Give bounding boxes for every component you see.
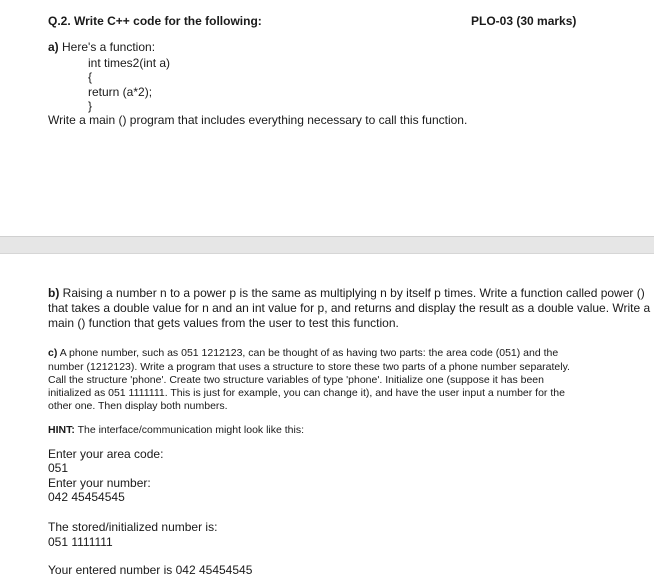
page-separator xyxy=(0,236,654,254)
area-code-value: 051 xyxy=(48,461,69,475)
part-c-line-5: other one. Then display both numbers. xyxy=(48,400,228,412)
stored-value: 051 1111111 xyxy=(48,535,113,549)
separator-line-bottom xyxy=(0,253,654,254)
part-c-line-4: initialized as 051 1111111. This is just for example, you can change it), and have the user input a number for the xyxy=(48,387,565,399)
prompt-number: Enter your number: xyxy=(48,476,151,490)
part-c-line-1 xyxy=(48,346,558,360)
part-a-instruction: Write a main () program that includes everything necessary to call this function. xyxy=(48,113,468,127)
part-b-label: b) xyxy=(48,286,60,300)
part-b-line-1 xyxy=(48,286,645,301)
code-line-2: { xyxy=(88,70,93,84)
part-b-text-1: Raising a number n to a power p is the same as multiplying n by itself p times. Write a function called power () xyxy=(62,286,645,300)
stored-label: The stored/initialized number is: xyxy=(48,520,218,534)
number-value: 042 45454545 xyxy=(48,490,125,504)
part-c-label: c) xyxy=(48,347,58,359)
part-c-text-1: A phone number, such as 051 1212123, can be thought of as having two parts: the area code (051) and the xyxy=(59,347,559,359)
part-a-heading xyxy=(48,40,155,55)
code-line-4: } xyxy=(88,99,93,113)
hint-label: HINT: xyxy=(48,424,75,436)
part-b-line-2: that takes a double value for n and an int value for p, and returns and display the result as a double value. Write a xyxy=(48,301,651,315)
code-line-1: int times2(int a) xyxy=(88,56,171,70)
part-a-label: a) xyxy=(48,40,59,54)
part-c-line-3: Call the structure 'phone'. Create two structure variables of type 'phone'. Initialize one (suppose it has been xyxy=(48,374,544,386)
entered-number-line: Your entered number is 042 45454545 xyxy=(48,563,253,577)
hint-text: The interface/communication might look like this: xyxy=(77,424,305,436)
page-one xyxy=(0,0,654,236)
part-c-line-2: number (1212123). Write a program that uses a structure to store these two parts of a phone number separately. xyxy=(48,361,570,373)
part-b-line-3: main () function that gets values from the user to test this function. xyxy=(48,316,399,330)
hint-line xyxy=(48,423,304,437)
code-line-3: return (a*2); xyxy=(88,85,153,99)
plo-marks: PLO-03 (30 marks) xyxy=(471,14,577,28)
separator-line-top xyxy=(0,236,654,237)
part-a-intro: Here's a function: xyxy=(62,40,156,54)
question-title: Q.2. Write C++ code for the following: xyxy=(48,14,262,28)
prompt-area-code: Enter your area code: xyxy=(48,447,164,461)
